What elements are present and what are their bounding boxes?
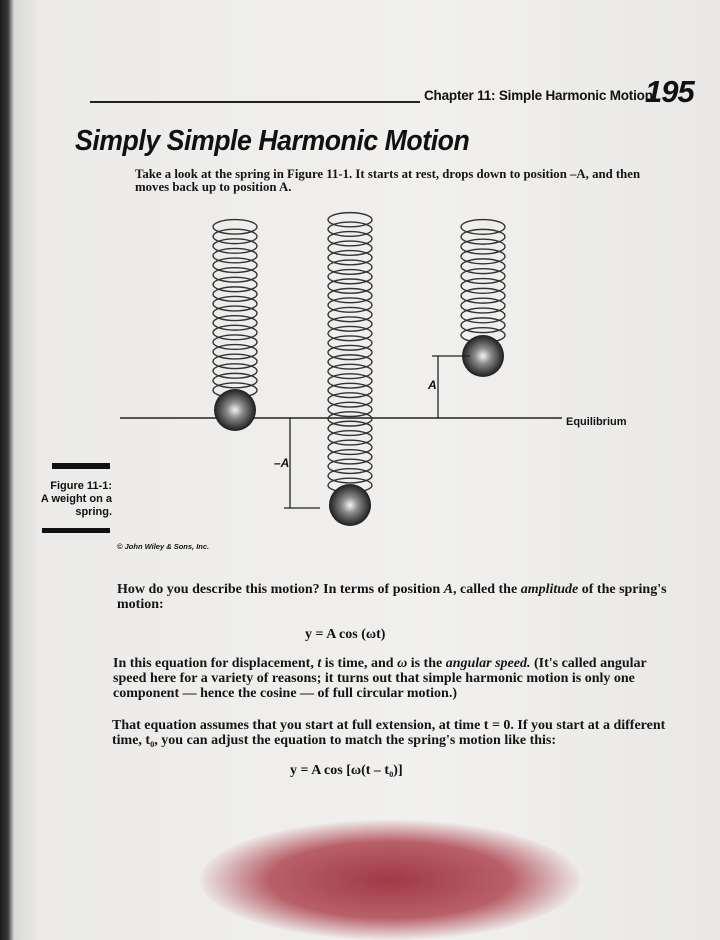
caption-bar-bottom: [42, 528, 110, 533]
section-title: Simply Simple Harmonic Motion: [75, 125, 470, 157]
intro-paragraph: Take a look at the spring in Figure 11-1. It starts at rest, drops down to position –A, and then moves back up to position A.: [135, 167, 641, 194]
text: ω: [397, 656, 408, 671]
text: , called the: [453, 582, 521, 597]
paragraph-phase: That equation assumes that you start at full extension, at time t = 0. If you start at a different time, t₀, you can adjust the equation to match the spring's motion like this:: [112, 718, 666, 748]
label-amplitude-negative: –A: [274, 456, 290, 470]
text: In this equation for displacement,: [113, 656, 318, 671]
text: A: [443, 582, 454, 597]
text: is the: [407, 656, 446, 671]
equation-2: y = A cos [ω(t – t₀)]: [290, 763, 403, 778]
term-angular-speed: angular speed.: [445, 656, 531, 671]
weight-ball: [214, 389, 256, 431]
paragraph-angular-speed: [113, 656, 673, 701]
text: (It's called angular speed here for a variety of reasons; it turns out that simple harmonic motion is only one component — hence the cosine — of full circular motion.): [113, 656, 647, 701]
caption-bar-top: [52, 463, 110, 469]
amplitude-marker-negative: [284, 418, 320, 508]
figure-caption-text: A weight on a spring.: [40, 493, 112, 518]
figure-credit: © John Wiley & Sons, Inc.: [117, 542, 210, 551]
finger-shadow: [200, 820, 580, 940]
label-amplitude-positive: A: [428, 378, 437, 392]
figure-caption: [40, 480, 112, 519]
text: is time, and: [321, 656, 398, 671]
page-number: 195: [645, 74, 694, 109]
equilibrium-label: Equilibrium: [566, 416, 627, 428]
spring-extended: [328, 213, 372, 526]
figure-caption-label: Figure 11-1:: [50, 480, 112, 492]
spring-compressed: [461, 220, 505, 377]
chapter-header: Chapter 11: Simple Harmonic Motion: [424, 88, 653, 103]
spring-at-rest: [213, 220, 257, 431]
text: t: [317, 656, 322, 671]
text: How do you describe this motion? In terms of position: [117, 582, 444, 597]
weight-ball: [329, 484, 371, 526]
text: of the spring's motion:: [117, 582, 667, 612]
paragraph-amplitude: [117, 582, 677, 612]
equation-1: y = A cos (ωt): [305, 627, 386, 642]
term-amplitude: amplitude: [520, 582, 579, 597]
